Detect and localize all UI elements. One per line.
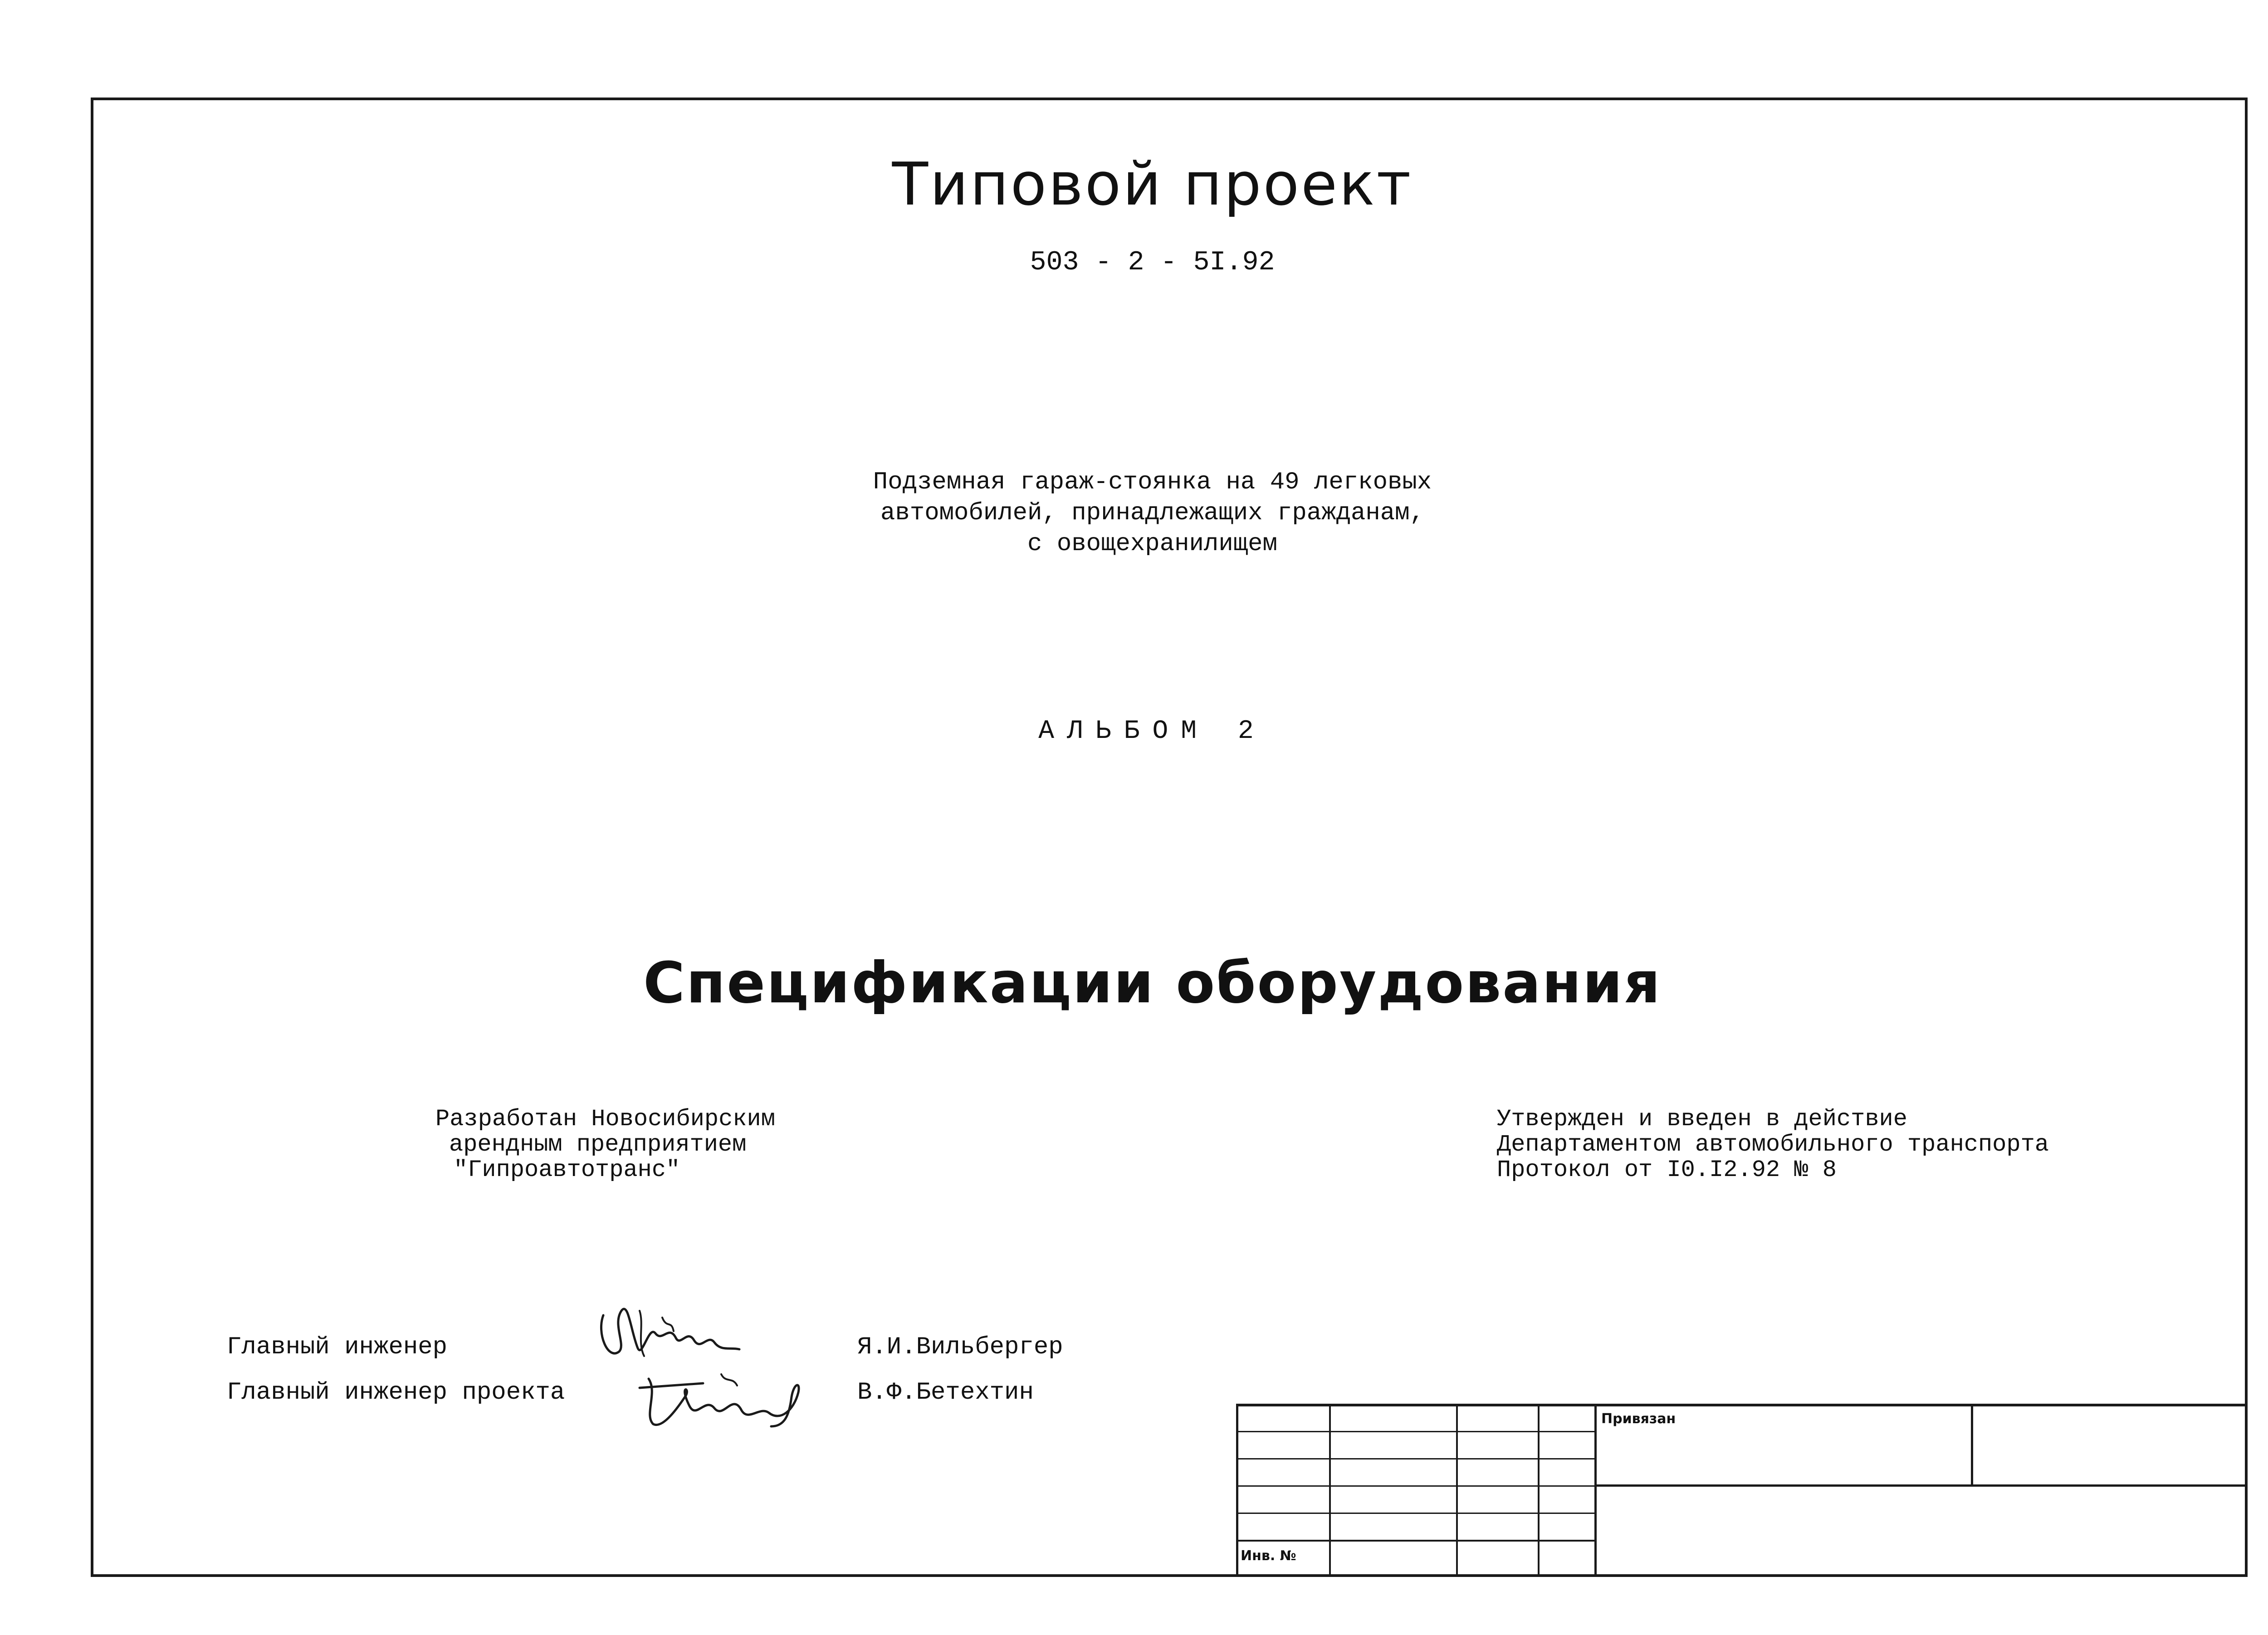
- developer-block: [435, 1107, 775, 1183]
- developer-line-3: "Гипроавтотранс": [454, 1157, 680, 1183]
- description-line-3: с овощехранилищем: [1027, 530, 1277, 558]
- specification-title: Спецификации оборудования: [643, 950, 1662, 1016]
- approval-line-3: Протокол от I0.I2.92 № 8: [1497, 1157, 1837, 1183]
- project-chief-engineer-name: В.Ф.Бетехтин: [857, 1379, 1034, 1406]
- approval-line-2: Департаментом автомобильного транспорта: [1497, 1131, 2049, 1158]
- approval-line-1: Утвержден и введен в действие: [1497, 1106, 1907, 1132]
- project-description: [0, 467, 2268, 560]
- stamp-attached-label: Привязан: [1601, 1411, 1676, 1427]
- title-block-stamp: [1236, 1404, 2248, 1577]
- document-code: 503 - 2 - 5I.92: [1030, 247, 1275, 278]
- chief-engineer-role: Главный инженер: [227, 1333, 448, 1361]
- project-chief-engineer-signature: [635, 1365, 807, 1433]
- project-chief-engineer-role: Главный инженер проекта: [227, 1379, 565, 1406]
- chief-engineer-signature: [594, 1297, 744, 1374]
- developer-line-2: арендным предприятием: [449, 1131, 747, 1158]
- stamp-inventory-label: Инв. №: [1241, 1548, 1296, 1564]
- developer-line-1: Разработан Новосибирским: [435, 1106, 775, 1132]
- document-title: Типовой проект: [892, 150, 1413, 219]
- approval-block: [1497, 1107, 2049, 1183]
- chief-engineer-name: Я.И.Вильбергер: [857, 1333, 1063, 1361]
- description-line-1: Подземная гараж-стоянка на 49 легковых: [873, 469, 1432, 496]
- album-label: АЛЬБОМ 2: [1038, 717, 1266, 746]
- description-line-2: автомобилей, принадлежащих гражданам,: [880, 499, 1424, 527]
